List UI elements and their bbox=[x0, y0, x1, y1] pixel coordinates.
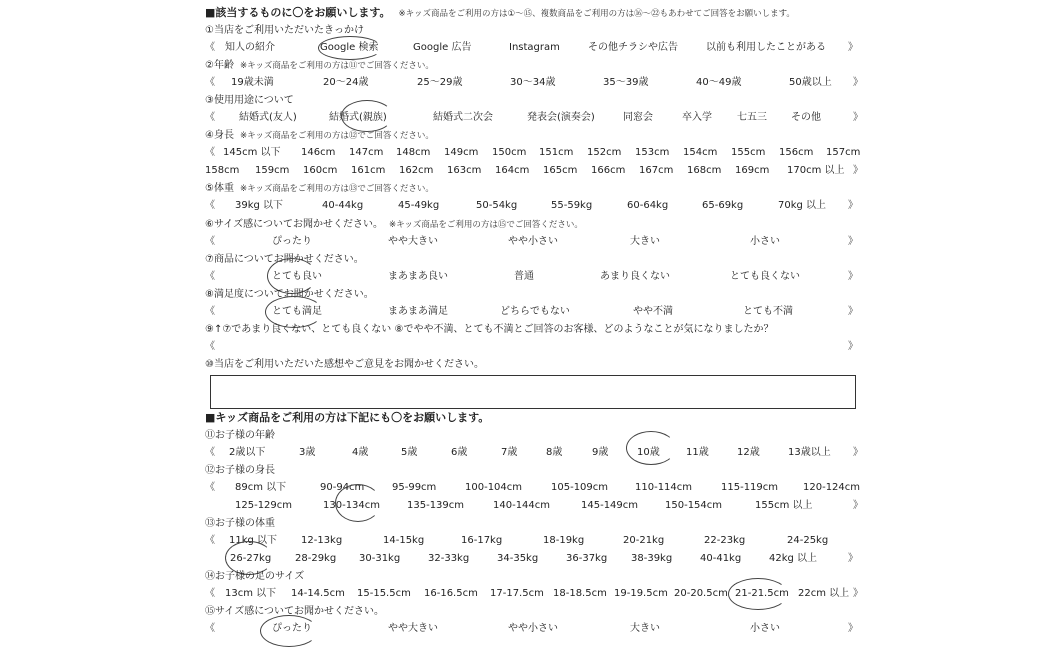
q4-option[interactable]: 151cm bbox=[539, 147, 574, 158]
q1-option[interactable]: 以前も利用したことがある bbox=[706, 42, 826, 53]
q12-option[interactable]: 115-119cm bbox=[721, 482, 779, 493]
answer-circle-mark bbox=[318, 36, 382, 60]
q6-option[interactable]: 小さい bbox=[750, 236, 780, 247]
section-note: ※キッズ商品をご利用の方は①〜⑮、複数商品をご利用の方は⑯〜㉒もあわせてご回答をお願いします。 bbox=[398, 9, 795, 19]
q1-options bbox=[205, 41, 857, 55]
q4-option[interactable]: 163cm bbox=[447, 165, 482, 176]
q5-option[interactable]: 45-49kg bbox=[398, 200, 440, 211]
q13-option[interactable]: 24-25kg bbox=[787, 535, 829, 546]
bracket-close: 》 bbox=[853, 77, 863, 88]
q14-option[interactable]: 16-16.5cm bbox=[424, 588, 478, 599]
q5-option[interactable]: 39kg 以下 bbox=[235, 200, 284, 211]
q12-option-selected[interactable]: 130-134cm bbox=[323, 500, 381, 511]
bracket-close: 》 bbox=[848, 42, 858, 53]
kids-section-header: ■キッズ商品をご利用の方は下記にも〇をお願いします。 bbox=[205, 411, 490, 424]
q2-label bbox=[205, 59, 434, 73]
q11-option[interactable]: 7歳 bbox=[501, 447, 518, 458]
q8-option-selected[interactable]: とても満足 bbox=[272, 306, 322, 317]
q11-option[interactable]: 12歳 bbox=[737, 447, 760, 458]
q4-option[interactable]: 162cm bbox=[399, 165, 434, 176]
q10-label: ⑩当店をご利用いただいた感想やご意見をお聞かせください。 bbox=[205, 359, 484, 370]
q3-option[interactable]: 卒入学 bbox=[682, 112, 712, 123]
q7-option-selected[interactable]: とても良い bbox=[272, 271, 322, 282]
q4-option[interactable]: 169cm bbox=[735, 165, 770, 176]
q13-option[interactable]: 14-15kg bbox=[383, 535, 425, 546]
answer-circle-mark bbox=[626, 431, 676, 465]
q14-option[interactable]: 19-19.5cm bbox=[614, 588, 668, 599]
q11-option[interactable]: 6歳 bbox=[451, 447, 468, 458]
q7-option[interactable]: とても良くない bbox=[730, 271, 800, 282]
q8-option[interactable]: まあまあ満足 bbox=[388, 306, 448, 317]
q15-label: ⑮サイズ感についてお聞かせください。 bbox=[205, 606, 384, 617]
q3-options bbox=[205, 111, 863, 125]
answer-circle-mark bbox=[341, 100, 393, 132]
bracket-close: 》 bbox=[848, 236, 858, 247]
q5-title: ⑤体重 bbox=[205, 183, 234, 194]
q3-option[interactable]: 結婚式二次会 bbox=[433, 112, 493, 123]
bracket-open: 《 bbox=[205, 42, 215, 53]
section-title: ■該当するものに〇をお願いします。 bbox=[205, 6, 391, 19]
bracket-open: 《 bbox=[205, 588, 215, 599]
q13-option[interactable]: 34-35kg bbox=[497, 553, 539, 564]
q6-label bbox=[205, 218, 583, 232]
bracket-close: 》 bbox=[848, 306, 858, 317]
q5-options bbox=[205, 199, 857, 213]
q14-option[interactable]: 22cm 以上 bbox=[798, 588, 850, 599]
bracket-close: 》 bbox=[848, 623, 858, 634]
q2-options bbox=[205, 76, 863, 90]
q2-option[interactable]: 20〜24歳 bbox=[323, 77, 369, 88]
q12-option[interactable]: 125-129cm bbox=[235, 500, 293, 511]
q8-option[interactable]: どちらでもない bbox=[500, 306, 570, 317]
q4-option[interactable]: 167cm bbox=[639, 165, 674, 176]
q4-title: ④身長 bbox=[205, 130, 234, 141]
q1-option-selected[interactable]: Google 検索 bbox=[320, 42, 379, 53]
q13-options-row2 bbox=[205, 552, 857, 566]
q4-option[interactable]: 155cm bbox=[731, 147, 766, 158]
q14-option-selected[interactable]: 21-21.5cm bbox=[735, 588, 789, 599]
q4-option[interactable]: 148cm bbox=[396, 147, 431, 158]
q4-option[interactable]: 153cm bbox=[635, 147, 670, 158]
q14-option[interactable]: 20-20.5cm bbox=[674, 588, 728, 599]
q5-label bbox=[205, 182, 434, 196]
bracket-open: 《 bbox=[205, 341, 215, 352]
q12-option[interactable]: 90-94cm bbox=[320, 482, 365, 493]
q4-option[interactable]: 170cm 以上 bbox=[787, 165, 845, 176]
q4-option[interactable]: 150cm bbox=[492, 147, 527, 158]
bracket-close: 》 bbox=[853, 447, 863, 458]
q4-option[interactable]: 145cm 以下 bbox=[223, 147, 281, 158]
q5-option[interactable]: 70kg 以上 bbox=[778, 200, 827, 211]
q11-option[interactable]: 2歳以下 bbox=[229, 447, 266, 458]
q11-option[interactable]: 11歳 bbox=[686, 447, 709, 458]
q4-option[interactable]: 154cm bbox=[683, 147, 718, 158]
q8-option[interactable]: やや不満 bbox=[633, 306, 673, 317]
q11-option[interactable]: 9歳 bbox=[592, 447, 609, 458]
bracket-open: 《 bbox=[205, 306, 215, 317]
q2-option[interactable]: 50歳以上 bbox=[789, 77, 832, 88]
q7-option[interactable]: あまり良くない bbox=[600, 271, 670, 282]
q5-option[interactable]: 40-44kg bbox=[322, 200, 364, 211]
q4-note: ※キッズ商品をご利用の方は⑫でご回答ください。 bbox=[239, 131, 434, 141]
q11-option[interactable]: 4歳 bbox=[352, 447, 369, 458]
q2-option[interactable]: 30〜34歳 bbox=[510, 77, 556, 88]
q13-options-row1 bbox=[205, 534, 857, 548]
section-header bbox=[205, 6, 795, 21]
bracket-close: 》 bbox=[853, 588, 863, 599]
q4-options-row2 bbox=[205, 164, 863, 178]
q6-title: ⑥サイズ感についてお聞かせください。 bbox=[205, 219, 383, 230]
q5-option[interactable]: 60-64kg bbox=[627, 200, 669, 211]
q3-option[interactable]: 発表会(演奏会) bbox=[527, 112, 595, 123]
q12-label: ⑫お子様の身長 bbox=[205, 465, 275, 476]
bracket-open: 《 bbox=[205, 623, 215, 634]
q12-options-row2 bbox=[205, 499, 863, 513]
q1-option[interactable]: その他チラシや広告 bbox=[588, 42, 678, 53]
q12-option[interactable]: 105-109cm bbox=[551, 482, 609, 493]
answer-circle-mark bbox=[335, 484, 381, 522]
q5-option[interactable]: 55-59kg bbox=[551, 200, 593, 211]
q2-option[interactable]: 25〜29歳 bbox=[417, 77, 463, 88]
q12-option[interactable]: 145-149cm bbox=[581, 500, 639, 511]
answer-circle-mark bbox=[260, 615, 318, 647]
bracket-close: 》 bbox=[853, 165, 863, 176]
q15-option[interactable]: やや小さい bbox=[508, 623, 558, 634]
q13-option[interactable]: 30-31kg bbox=[359, 553, 401, 564]
q5-option[interactable]: 50-54kg bbox=[476, 200, 518, 211]
q3-option[interactable]: その他 bbox=[791, 112, 821, 123]
q4-option[interactable]: 149cm bbox=[444, 147, 479, 158]
q3-option[interactable]: 同窓会 bbox=[623, 112, 653, 123]
q13-option[interactable]: 40-41kg bbox=[700, 553, 742, 564]
q1-option[interactable]: Google 広告 bbox=[413, 42, 472, 53]
bracket-open: 《 bbox=[205, 482, 215, 493]
q2-option[interactable]: 35〜39歳 bbox=[603, 77, 649, 88]
q14-option[interactable]: 15-15.5cm bbox=[357, 588, 411, 599]
bracket-close: 》 bbox=[853, 112, 863, 123]
q11-option[interactable]: 5歳 bbox=[401, 447, 418, 458]
q11-option[interactable]: 13歳以上 bbox=[788, 447, 831, 458]
q6-option[interactable]: 大きい bbox=[630, 236, 660, 247]
q7-option[interactable]: まあまあ良い bbox=[388, 271, 448, 282]
q2-title: ②年齢 bbox=[205, 60, 234, 71]
q11-options bbox=[205, 446, 863, 460]
bracket-close: 》 bbox=[853, 500, 863, 511]
bracket-close: 》 bbox=[848, 553, 858, 564]
q4-option[interactable]: 165cm bbox=[543, 165, 578, 176]
q9-answer-field[interactable] bbox=[205, 340, 857, 354]
q13-option[interactable]: 22-23kg bbox=[704, 535, 746, 546]
q15-option[interactable]: 大きい bbox=[630, 623, 660, 634]
q4-option[interactable]: 156cm bbox=[779, 147, 814, 158]
bracket-close: 》 bbox=[848, 200, 858, 211]
q4-option[interactable]: 158cm bbox=[205, 165, 240, 176]
q7-label: ⑦商品についてお聞かせください。 bbox=[205, 254, 364, 265]
q13-option[interactable]: 18-19kg bbox=[543, 535, 585, 546]
q5-option[interactable]: 65-69kg bbox=[702, 200, 744, 211]
q4-option[interactable]: 161cm bbox=[351, 165, 386, 176]
q2-note: ※キッズ商品をご利用の方は⑪でご回答ください。 bbox=[239, 61, 434, 71]
q12-option[interactable]: 120-124cm bbox=[803, 482, 861, 493]
q12-option[interactable]: 135-139cm bbox=[407, 500, 465, 511]
q6-options bbox=[205, 235, 857, 249]
q13-option[interactable]: 20-21kg bbox=[623, 535, 665, 546]
q4-option[interactable]: 159cm bbox=[255, 165, 290, 176]
q8-label: ⑧満足度についてお聞かせください。 bbox=[205, 289, 374, 300]
q13-option[interactable]: 11kg 以下 bbox=[229, 535, 278, 546]
q4-option[interactable]: 157cm bbox=[826, 147, 861, 158]
q14-option[interactable]: 18-18.5cm bbox=[553, 588, 607, 599]
q12-option[interactable]: 110-114cm bbox=[635, 482, 693, 493]
q11-option[interactable]: 3歳 bbox=[299, 447, 316, 458]
q4-option[interactable]: 168cm bbox=[687, 165, 722, 176]
q12-option[interactable]: 155cm 以上 bbox=[755, 500, 813, 511]
q12-option[interactable]: 150-154cm bbox=[665, 500, 723, 511]
q6-option[interactable]: やや小さい bbox=[508, 236, 558, 247]
q12-option[interactable]: 89cm 以下 bbox=[235, 482, 287, 493]
bracket-open: 《 bbox=[205, 200, 215, 211]
q12-option[interactable]: 100-104cm bbox=[465, 482, 523, 493]
q14-option[interactable]: 14-14.5cm bbox=[291, 588, 345, 599]
bracket-open: 《 bbox=[205, 112, 215, 123]
q3-option[interactable]: 結婚式(友人) bbox=[239, 112, 297, 123]
q13-option[interactable]: 32-33kg bbox=[428, 553, 470, 564]
q14-option[interactable]: 17-17.5cm bbox=[490, 588, 544, 599]
q3-option[interactable]: 七五三 bbox=[737, 112, 767, 123]
q6-option[interactable]: やや大きい bbox=[388, 236, 438, 247]
bracket-open: 《 bbox=[205, 271, 215, 282]
q3-option-selected[interactable]: 結婚式(親族) bbox=[329, 112, 387, 123]
q1-option[interactable]: 知人の紹介 bbox=[225, 42, 275, 53]
q4-label bbox=[205, 129, 434, 143]
q12-option[interactable]: 140-144cm bbox=[493, 500, 551, 511]
q4-option[interactable]: 160cm bbox=[303, 165, 338, 176]
bracket-close: 》 bbox=[848, 341, 858, 352]
bracket-close: 》 bbox=[848, 271, 858, 282]
q5-note: ※キッズ商品をご利用の方は⑬でご回答ください。 bbox=[239, 184, 434, 194]
q2-option[interactable]: 19歳未満 bbox=[231, 77, 274, 88]
q13-option[interactable]: 42kg 以上 bbox=[769, 553, 818, 564]
q13-option[interactable]: 28-29kg bbox=[295, 553, 337, 564]
q15-option[interactable]: やや大きい bbox=[388, 623, 438, 634]
q13-option[interactable]: 16-17kg bbox=[461, 535, 503, 546]
q4-options-row1 bbox=[205, 146, 861, 160]
q12-options-row1 bbox=[205, 481, 861, 495]
q12-option[interactable]: 95-99cm bbox=[392, 482, 437, 493]
q1-option[interactable]: Instagram bbox=[509, 42, 560, 53]
q4-option[interactable]: 166cm bbox=[591, 165, 626, 176]
q15-option-selected[interactable]: ぴったり bbox=[272, 623, 312, 634]
q13-option[interactable]: 38-39kg bbox=[631, 553, 673, 564]
bracket-open: 《 bbox=[205, 236, 215, 247]
q4-option[interactable]: 147cm bbox=[349, 147, 384, 158]
q11-label: ⑪お子様の年齢 bbox=[205, 430, 275, 441]
bracket-open: 《 bbox=[205, 77, 215, 88]
q8-option[interactable]: とても不満 bbox=[743, 306, 793, 317]
q14-label: ⑭お子様の足のサイズ bbox=[205, 571, 305, 582]
q4-option[interactable]: 152cm bbox=[587, 147, 622, 158]
bracket-open: 《 bbox=[205, 535, 215, 546]
bracket-open: 《 bbox=[205, 147, 215, 158]
q14-option[interactable]: 13cm 以下 bbox=[225, 588, 277, 599]
bracket-open: 《 bbox=[205, 447, 215, 458]
answer-circle-mark bbox=[728, 578, 788, 610]
q3-label: ③使用用途について bbox=[205, 95, 294, 106]
q13-option-selected[interactable]: 26-27kg bbox=[230, 553, 272, 564]
q6-option[interactable]: ぴったり bbox=[272, 236, 312, 247]
q13-label: ⑬お子様の体重 bbox=[205, 518, 275, 529]
q11-option-selected[interactable]: 10歳 bbox=[637, 447, 660, 458]
q15-option[interactable]: 小さい bbox=[750, 623, 780, 634]
q4-option[interactable]: 146cm bbox=[301, 147, 336, 158]
q11-option[interactable]: 8歳 bbox=[546, 447, 563, 458]
q13-option[interactable]: 36-37kg bbox=[566, 553, 608, 564]
q10-comment-box[interactable] bbox=[210, 375, 856, 409]
q1-label: ①当店をご利用いただいたきっかけ bbox=[205, 25, 364, 36]
q7-option[interactable]: 普通 bbox=[514, 271, 534, 282]
q13-option[interactable]: 12-13kg bbox=[301, 535, 343, 546]
q2-option[interactable]: 40〜49歳 bbox=[696, 77, 742, 88]
q4-option[interactable]: 164cm bbox=[495, 165, 530, 176]
q6-note: ※キッズ商品をご利用の方は⑮でご回答ください。 bbox=[388, 220, 583, 230]
q9-label: ⑨↑⑦であまり良くない、とても良くない ⑧でやや不満、とても不満とご回答のお客様、どのようなことが気になりましたか？ bbox=[205, 324, 774, 335]
